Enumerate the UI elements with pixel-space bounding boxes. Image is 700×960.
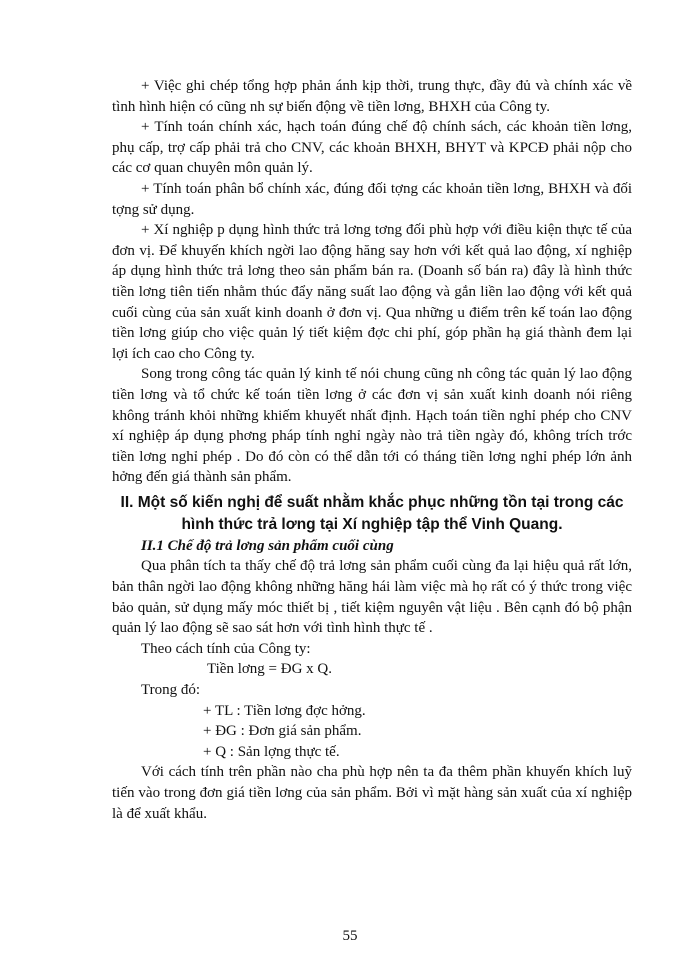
- paragraph-analysis: Qua phân tích ta thấy chế độ trả lơng sản phẩm cuối cùng đa lại hiệu quả rất lớn, bản thân ngời lao động không những hăng hái làm việc mà họ rất có ý thức trong việc bảo quản, sử dụng mấy móc thiết bị , tiết kiệm nguyên vật liệu . Bên cạnh đó bộ phận quản lý lao động sẽ sao sát hơn với tình hình thực tế .: [112, 558, 632, 637]
- definition-item: + TL : Tiền lơng đợc hởng.: [203, 702, 366, 719]
- paragraph-bookkeeping: + Việc ghi chép tổng hợp phản ánh kịp thời, trung thực, đầy đủ và chính xác về tình hình hiện có cũng nh sự biến động về tiền lơng, BHXH của Công ty.: [112, 78, 632, 115]
- paragraph-wage-form: + Xí nghiệp p dụng hình thức trả lơng tơng đối phù hợp với điều kiện thực tế của đơn vị. Để khuyến khích ngời lao động hăng say hơn với kết quả lao động, xí nghiệp áp dụng hình thức trả lơng theo sản phẩm bán ra. (Doanh số bán ra) đây là hình thức tiền lơng tiên tiến nhằm thúc đẩy năng suất lao động và gắn liền lao động với kết quả cuối cùng của sản xuất kinh doanh ở đơn vị. Qua những u điểm trên kế toán lao động tiền lơng giúp cho việc quản lý tiết kiệm đợc chi phí, góp phần hạ giá thành đem lại lợi ích cao cho Công ty.: [112, 222, 632, 362]
- paragraph-calculation: + Tính toán chính xác, hạch toán đúng chế độ chính sách, các khoản tiền lơng, phụ cấp, trợ cấp phải trả cho CNV, các khoản BHXH, BHYT và KPCĐ phải nộp cho các cơ quan chuyên môn quản lý.: [112, 119, 632, 177]
- definition-item: + ĐG : Đơn giá sản phẩm.: [203, 723, 362, 740]
- definition-item: + Q : Sản lợng thực tế.: [203, 743, 340, 760]
- body-text: [112, 76, 632, 824]
- paragraph-final: Với cách tính trên phần nào cha phù hợp nên ta đa thêm phần khuyến khích luỹ tiến vào trong đơn giá tiền lơng của sản phẩm. Bởi vì mặt hàng sản xuất của xí nghiệp là để xuất khẩu.: [112, 764, 632, 822]
- where-label: Trong đó:: [141, 682, 201, 699]
- subsection-heading: II.1 Chế độ trả lơng sản phẩm cuối cùng: [141, 537, 394, 554]
- section-heading: II. Một số kiến nghị để suất nhằm khắc phục những tồn tại trong các hình thức trả lơng tại Xí nghiệp tập thể Vinh Quang.: [120, 493, 624, 533]
- wage-formula: Tiền lơng = ĐG x Q.: [207, 661, 333, 678]
- paragraph-allocation: + Tính toán phân bổ chính xác, đúng đối tợng các khoản tiền lơng, BHXH và đối tợng sử dụng.: [112, 180, 632, 218]
- page-number: 55: [342, 928, 358, 944]
- calc-intro: Theo cách tính của Công ty:: [141, 640, 311, 657]
- paragraph-shortcomings: Song trong công tác quản lý kinh tế nói chung cũng nh công tác quản lý lao động tiền lơng và tổ chức kế toán tiền lơng ở các đơn vị sản xuất kinh doanh nói riêng không tránh khỏi những khiếm khuyết nhất định. Hạch toán tiền nghỉ phép cho CNV xí nghiệp áp dụng phơng pháp tính nghỉ ngày nào trả tiền ngày đó, không trích trớc tiền lơng nghỉ phép . Do đó còn có thể dẫn tới có tháng tiền lơng nghỉ phép lớn ảnh hởng đến giá thành sản phẩm.: [112, 366, 632, 486]
